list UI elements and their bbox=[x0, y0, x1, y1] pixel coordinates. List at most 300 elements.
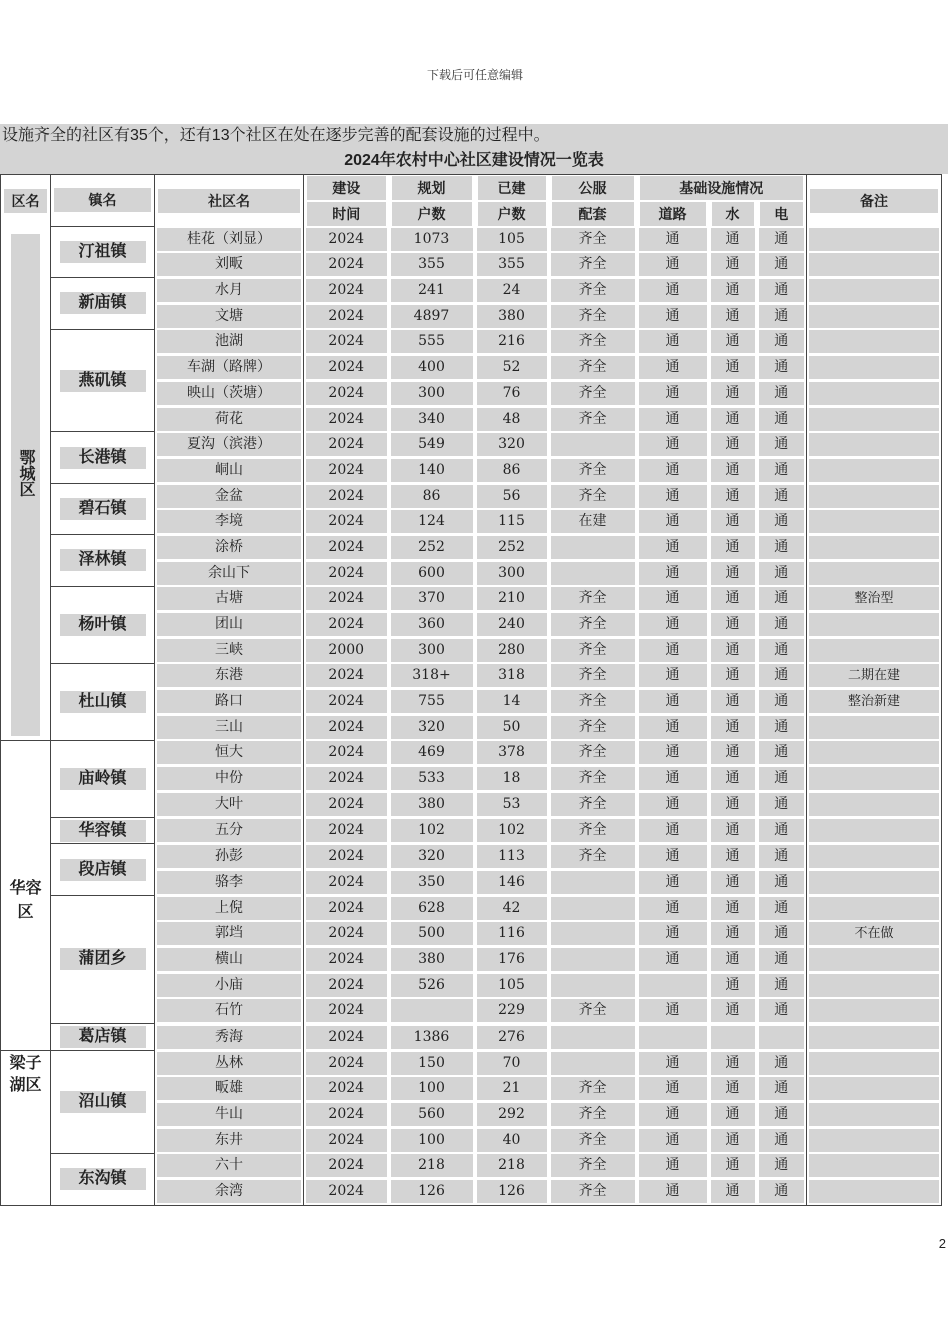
town-cell bbox=[51, 1050, 155, 1153]
town-label: 泽林镇 bbox=[60, 549, 146, 571]
power-status: 通 bbox=[759, 922, 805, 945]
community-name: 五分 bbox=[157, 819, 301, 842]
town-cell bbox=[51, 740, 155, 817]
built-households: 276 bbox=[477, 1026, 547, 1049]
water-status: 通 bbox=[711, 845, 755, 868]
col-water-header: 水 bbox=[712, 202, 754, 226]
remark bbox=[809, 741, 939, 764]
water-status: 通 bbox=[711, 279, 755, 302]
public-service: 齐全 bbox=[551, 613, 635, 636]
water-status: 通 bbox=[711, 664, 755, 687]
water-status: 通 bbox=[711, 948, 755, 971]
build-year: 2024 bbox=[306, 1077, 387, 1100]
water-status: 通 bbox=[711, 741, 755, 764]
community-name: 涂桥 bbox=[157, 536, 301, 559]
remark: 二期在建 bbox=[809, 664, 939, 687]
water-status: 通 bbox=[711, 639, 755, 662]
power-status: 通 bbox=[759, 793, 805, 816]
power-status: 通 bbox=[759, 1077, 805, 1100]
power-status: 通 bbox=[759, 897, 805, 920]
town-cell bbox=[51, 329, 155, 432]
col-infra-header: 基础设施情况 bbox=[637, 175, 807, 201]
intro-text: 设施齐全的社区有35个，还有13个社区在处在逐步完善的配套设施的过程中。 bbox=[0, 124, 948, 148]
build-year: 2024 bbox=[306, 690, 387, 713]
built-households: 50 bbox=[477, 716, 547, 739]
planned-households: 526 bbox=[391, 974, 473, 997]
planned-households: 150 bbox=[391, 1052, 473, 1075]
power-status: 通 bbox=[759, 1103, 805, 1126]
community-name: 映山（茨塘） bbox=[157, 382, 301, 405]
planned-households: 300 bbox=[391, 382, 473, 405]
town-label: 杨叶镇 bbox=[60, 614, 146, 636]
road-status: 通 bbox=[639, 613, 707, 636]
town-label: 沼山镇 bbox=[60, 1091, 146, 1113]
town-cell bbox=[51, 895, 155, 1023]
build-year: 2024 bbox=[306, 305, 387, 328]
built-households: 116 bbox=[477, 922, 547, 945]
water-status: 通 bbox=[711, 690, 755, 713]
build-year: 2024 bbox=[306, 1103, 387, 1126]
public-service: 齐全 bbox=[551, 639, 635, 662]
water-status: 通 bbox=[711, 1154, 755, 1177]
table-row bbox=[1, 432, 942, 458]
build-year: 2024 bbox=[306, 819, 387, 842]
build-year: 2024 bbox=[306, 1052, 387, 1075]
community-name: 骆李 bbox=[157, 871, 301, 894]
road-status: 通 bbox=[639, 587, 707, 610]
planned-households: 100 bbox=[391, 1129, 473, 1152]
road-status: 通 bbox=[639, 845, 707, 868]
public-service: 齐全 bbox=[551, 408, 635, 431]
planned-households: 320 bbox=[391, 845, 473, 868]
build-year: 2024 bbox=[306, 664, 387, 687]
planned-households: 318+ bbox=[391, 664, 473, 687]
town-label: 长港镇 bbox=[60, 447, 146, 469]
built-households: 280 bbox=[477, 639, 547, 662]
power-status: 通 bbox=[759, 485, 805, 508]
water-status: 通 bbox=[711, 819, 755, 842]
col-built-header: 已建 bbox=[475, 175, 549, 201]
water-status: 通 bbox=[711, 562, 755, 585]
public-service: 齐全 bbox=[551, 587, 635, 610]
town-label: 庙岭镇 bbox=[60, 768, 146, 790]
community-name: 上倪 bbox=[157, 897, 301, 920]
public-service: 齐全 bbox=[551, 690, 635, 713]
build-year: 2024 bbox=[306, 382, 387, 405]
built-households: 320 bbox=[477, 433, 547, 456]
town-label: 葛店镇 bbox=[60, 1026, 146, 1048]
page-number: 2 bbox=[938, 1236, 946, 1251]
district-cell bbox=[1, 226, 51, 740]
community-name: 中份 bbox=[157, 767, 301, 790]
built-households: 24 bbox=[477, 279, 547, 302]
road-status: 通 bbox=[639, 948, 707, 971]
build-year: 2024 bbox=[306, 279, 387, 302]
town-cell bbox=[51, 663, 155, 740]
public-service bbox=[551, 536, 635, 559]
road-status: 通 bbox=[639, 716, 707, 739]
remark bbox=[809, 639, 939, 662]
built-households: 292 bbox=[477, 1103, 547, 1126]
built-households: 146 bbox=[477, 871, 547, 894]
water-status: 通 bbox=[711, 1129, 755, 1152]
built-households: 355 bbox=[477, 253, 547, 276]
planned-households: 241 bbox=[391, 279, 473, 302]
col-service-header: 公服 bbox=[549, 175, 637, 201]
col-town-header: 镇名 bbox=[51, 175, 155, 227]
planned-households: 124 bbox=[391, 510, 473, 533]
power-status: 通 bbox=[759, 330, 805, 353]
table-row bbox=[1, 226, 942, 252]
road-status: 通 bbox=[639, 690, 707, 713]
public-service: 齐全 bbox=[551, 382, 635, 405]
community-name: 大叶 bbox=[157, 793, 301, 816]
built-households: 48 bbox=[477, 408, 547, 431]
public-service: 齐全 bbox=[551, 1129, 635, 1152]
town-cell bbox=[51, 1153, 155, 1205]
build-year: 2024 bbox=[306, 1180, 387, 1203]
community-name: 车湖（路牌） bbox=[157, 356, 301, 379]
road-status: 通 bbox=[639, 510, 707, 533]
planned-households: 340 bbox=[391, 408, 473, 431]
public-service: 齐全 bbox=[551, 999, 635, 1022]
public-service: 齐全 bbox=[551, 330, 635, 353]
community-name: 三山 bbox=[157, 716, 301, 739]
table-row bbox=[1, 844, 942, 870]
planned-households: 533 bbox=[391, 767, 473, 790]
road-status: 通 bbox=[639, 999, 707, 1022]
public-service: 齐全 bbox=[551, 305, 635, 328]
public-service bbox=[551, 948, 635, 971]
community-name: 六十 bbox=[157, 1154, 301, 1177]
town-label: 新庙镇 bbox=[60, 292, 146, 314]
build-year: 2024 bbox=[306, 999, 387, 1022]
build-year: 2024 bbox=[306, 1026, 387, 1049]
planned-households bbox=[391, 999, 473, 1022]
community-name: 水月 bbox=[157, 279, 301, 302]
planned-households: 355 bbox=[391, 253, 473, 276]
remark bbox=[809, 974, 939, 997]
town-label: 东沟镇 bbox=[60, 1168, 146, 1190]
col-plan-header: 规划 bbox=[389, 175, 475, 201]
road-status: 通 bbox=[639, 382, 707, 405]
community-name: 荷花 bbox=[157, 408, 301, 431]
remark bbox=[809, 305, 939, 328]
built-households: 115 bbox=[477, 510, 547, 533]
table-row bbox=[1, 1050, 942, 1076]
road-status: 通 bbox=[639, 871, 707, 894]
power-status: 通 bbox=[759, 716, 805, 739]
community-name: 石竹 bbox=[157, 999, 301, 1022]
town-cell bbox=[51, 817, 155, 844]
water-status: 通 bbox=[711, 408, 755, 431]
power-status: 通 bbox=[759, 639, 805, 662]
public-service bbox=[551, 1026, 635, 1049]
town-cell bbox=[51, 535, 155, 586]
water-status: 通 bbox=[711, 1052, 755, 1075]
public-service bbox=[551, 562, 635, 585]
power-status: 通 bbox=[759, 536, 805, 559]
public-service: 齐全 bbox=[551, 664, 635, 687]
public-service: 齐全 bbox=[551, 228, 635, 251]
planned-households: 350 bbox=[391, 871, 473, 894]
town-cell bbox=[51, 483, 155, 534]
power-status: 通 bbox=[759, 1154, 805, 1177]
planned-households: 370 bbox=[391, 587, 473, 610]
built-households: 53 bbox=[477, 793, 547, 816]
community-name: 余湾 bbox=[157, 1180, 301, 1203]
built-households: 318 bbox=[477, 664, 547, 687]
build-year: 2024 bbox=[306, 228, 387, 251]
planned-households: 380 bbox=[391, 948, 473, 971]
built-households: 380 bbox=[477, 305, 547, 328]
public-service: 齐全 bbox=[551, 767, 635, 790]
build-year: 2024 bbox=[306, 1154, 387, 1177]
community-name: 郭垱 bbox=[157, 922, 301, 945]
built-households: 14 bbox=[477, 690, 547, 713]
col-district-header: 区名 bbox=[1, 175, 51, 227]
build-year: 2024 bbox=[306, 793, 387, 816]
community-name: 文塘 bbox=[157, 305, 301, 328]
remark bbox=[809, 382, 939, 405]
build-year: 2024 bbox=[306, 767, 387, 790]
power-status: 通 bbox=[759, 562, 805, 585]
remark bbox=[809, 1180, 939, 1203]
power-status: 通 bbox=[759, 253, 805, 276]
table-row bbox=[1, 895, 942, 921]
road-status: 通 bbox=[639, 305, 707, 328]
power-status bbox=[759, 1026, 805, 1049]
remark bbox=[809, 1154, 939, 1177]
water-status: 通 bbox=[711, 1180, 755, 1203]
road-status: 通 bbox=[639, 897, 707, 920]
built-households: 105 bbox=[477, 974, 547, 997]
built-households: 70 bbox=[477, 1052, 547, 1075]
planned-households: 600 bbox=[391, 562, 473, 585]
town-cell bbox=[51, 844, 155, 895]
remark bbox=[809, 1077, 939, 1100]
water-status: 通 bbox=[711, 871, 755, 894]
table-row bbox=[1, 535, 942, 561]
public-service: 齐全 bbox=[551, 356, 635, 379]
built-households: 229 bbox=[477, 999, 547, 1022]
build-year: 2024 bbox=[306, 562, 387, 585]
power-status: 通 bbox=[759, 228, 805, 251]
planned-households: 469 bbox=[391, 741, 473, 764]
public-service bbox=[551, 974, 635, 997]
road-status: 通 bbox=[639, 279, 707, 302]
planned-households: 380 bbox=[391, 793, 473, 816]
public-service: 在建 bbox=[551, 510, 635, 533]
district-label: 华容区 bbox=[9, 879, 42, 921]
road-status: 通 bbox=[639, 330, 707, 353]
table-row bbox=[1, 329, 942, 355]
remark bbox=[809, 562, 939, 585]
planned-households: 252 bbox=[391, 536, 473, 559]
water-status: 通 bbox=[711, 587, 755, 610]
road-status: 通 bbox=[639, 485, 707, 508]
build-year: 2024 bbox=[306, 330, 387, 353]
build-year: 2024 bbox=[306, 408, 387, 431]
public-service bbox=[551, 922, 635, 945]
power-status: 通 bbox=[759, 1180, 805, 1203]
table-row bbox=[1, 278, 942, 304]
road-status: 通 bbox=[639, 922, 707, 945]
public-service bbox=[551, 897, 635, 920]
community-name: 东港 bbox=[157, 664, 301, 687]
remark bbox=[809, 613, 939, 636]
remark bbox=[809, 536, 939, 559]
public-service: 齐全 bbox=[551, 1103, 635, 1126]
built-households: 113 bbox=[477, 845, 547, 868]
power-status: 通 bbox=[759, 1129, 805, 1152]
town-label: 华容镇 bbox=[60, 820, 146, 842]
town-label: 杜山镇 bbox=[60, 691, 146, 713]
power-status: 通 bbox=[759, 356, 805, 379]
remark bbox=[809, 767, 939, 790]
water-status: 通 bbox=[711, 897, 755, 920]
power-status: 通 bbox=[759, 587, 805, 610]
road-status: 通 bbox=[639, 664, 707, 687]
built-households: 210 bbox=[477, 587, 547, 610]
remark bbox=[809, 485, 939, 508]
town-cell bbox=[51, 1024, 155, 1051]
power-status: 通 bbox=[759, 433, 805, 456]
remark bbox=[809, 845, 939, 868]
power-status: 通 bbox=[759, 999, 805, 1022]
col-built-header-2: 户数 bbox=[478, 202, 546, 226]
remark bbox=[809, 459, 939, 482]
remark bbox=[809, 330, 939, 353]
remark bbox=[809, 279, 939, 302]
table-row bbox=[1, 817, 942, 844]
col-year-header: 建设 bbox=[304, 175, 389, 201]
build-year: 2024 bbox=[306, 1129, 387, 1152]
remark bbox=[809, 253, 939, 276]
remark bbox=[809, 228, 939, 251]
built-households: 176 bbox=[477, 948, 547, 971]
community-name: 畈雄 bbox=[157, 1077, 301, 1100]
road-status: 通 bbox=[639, 793, 707, 816]
remark bbox=[809, 510, 939, 533]
road-status: 通 bbox=[639, 228, 707, 251]
public-service: 齐全 bbox=[551, 793, 635, 816]
remark bbox=[809, 948, 939, 971]
road-status: 通 bbox=[639, 536, 707, 559]
power-status: 通 bbox=[759, 459, 805, 482]
public-service: 齐全 bbox=[551, 741, 635, 764]
water-status: 通 bbox=[711, 305, 755, 328]
water-status: 通 bbox=[711, 330, 755, 353]
town-label: 蒲团乡 bbox=[60, 948, 146, 970]
community-name: 夏沟（滨港） bbox=[157, 433, 301, 456]
planned-households: 555 bbox=[391, 330, 473, 353]
build-year: 2024 bbox=[306, 897, 387, 920]
road-status: 通 bbox=[639, 639, 707, 662]
planned-households: 86 bbox=[391, 485, 473, 508]
power-status: 通 bbox=[759, 871, 805, 894]
planned-households: 102 bbox=[391, 819, 473, 842]
road-status: 通 bbox=[639, 356, 707, 379]
water-status: 通 bbox=[711, 999, 755, 1022]
water-status: 通 bbox=[711, 1077, 755, 1100]
district-label: 梁子湖区 bbox=[9, 1054, 42, 1094]
planned-households: 100 bbox=[391, 1077, 473, 1100]
road-status bbox=[639, 1026, 707, 1049]
remark bbox=[809, 871, 939, 894]
built-households: 76 bbox=[477, 382, 547, 405]
built-households: 56 bbox=[477, 485, 547, 508]
public-service bbox=[551, 1052, 635, 1075]
remark bbox=[809, 793, 939, 816]
road-status: 通 bbox=[639, 253, 707, 276]
road-status: 通 bbox=[639, 741, 707, 764]
community-name: 秀海 bbox=[157, 1026, 301, 1049]
community-name: 刘畈 bbox=[157, 253, 301, 276]
community-name: 余山下 bbox=[157, 562, 301, 585]
town-cell bbox=[51, 586, 155, 663]
remark bbox=[809, 1052, 939, 1075]
power-status: 通 bbox=[759, 974, 805, 997]
build-year: 2024 bbox=[306, 459, 387, 482]
planned-households: 218 bbox=[391, 1154, 473, 1177]
build-year: 2000 bbox=[306, 639, 387, 662]
built-households: 18 bbox=[477, 767, 547, 790]
public-service bbox=[551, 433, 635, 456]
build-year: 2024 bbox=[306, 253, 387, 276]
public-service: 齐全 bbox=[551, 1180, 635, 1203]
table-body bbox=[1, 226, 942, 1205]
power-status: 通 bbox=[759, 613, 805, 636]
community-name: 池湖 bbox=[157, 330, 301, 353]
built-households: 300 bbox=[477, 562, 547, 585]
built-households: 86 bbox=[477, 459, 547, 482]
community-name: 古塘 bbox=[157, 587, 301, 610]
water-status: 通 bbox=[711, 767, 755, 790]
community-name: 孙彭 bbox=[157, 845, 301, 868]
public-service: 齐全 bbox=[551, 253, 635, 276]
power-status: 通 bbox=[759, 845, 805, 868]
road-status: 通 bbox=[639, 562, 707, 585]
water-status: 通 bbox=[711, 510, 755, 533]
built-households: 126 bbox=[477, 1180, 547, 1203]
build-year: 2024 bbox=[306, 871, 387, 894]
built-households: 216 bbox=[477, 330, 547, 353]
power-status: 通 bbox=[759, 664, 805, 687]
table-row bbox=[1, 586, 942, 612]
community-name: 桂花（刘显） bbox=[157, 228, 301, 251]
road-status: 通 bbox=[639, 1103, 707, 1126]
remark bbox=[809, 1103, 939, 1126]
road-status: 通 bbox=[639, 433, 707, 456]
planned-households: 1386 bbox=[391, 1026, 473, 1049]
col-year-header-2: 时间 bbox=[307, 202, 386, 226]
town-label: 燕矶镇 bbox=[60, 370, 146, 392]
built-households: 40 bbox=[477, 1129, 547, 1152]
town-label: 段店镇 bbox=[60, 859, 146, 881]
community-name: 团山 bbox=[157, 613, 301, 636]
community-name: 三峡 bbox=[157, 639, 301, 662]
col-remark-header: 备注 bbox=[807, 175, 942, 227]
build-year: 2024 bbox=[306, 716, 387, 739]
public-service: 齐全 bbox=[551, 279, 635, 302]
built-households: 52 bbox=[477, 356, 547, 379]
public-service: 齐全 bbox=[551, 459, 635, 482]
build-year: 2024 bbox=[306, 433, 387, 456]
remark: 整治新建 bbox=[809, 690, 939, 713]
town-cell bbox=[51, 226, 155, 277]
community-name: 峒山 bbox=[157, 459, 301, 482]
